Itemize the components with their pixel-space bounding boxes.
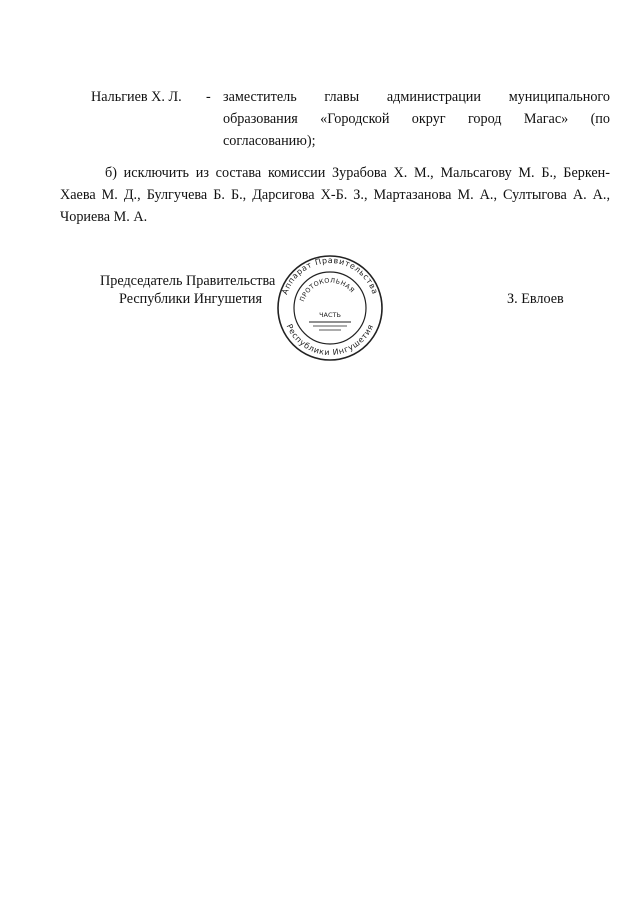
stamp-inner-arc-text: ПРОТОКОЛЬНАЯ	[298, 276, 357, 303]
stamp-outer-bottom-text: Республики Ингушетия	[284, 322, 376, 358]
member-dash: -	[206, 89, 211, 105]
commission-member-entry	[91, 86, 610, 152]
signatory-title-line1: Председатель Правительства	[100, 273, 276, 289]
member-role: заместитель главы администрации муниципального образования «Городской округ город Магас» (по согласованию);	[223, 89, 610, 149]
stamp-center-text: ЧАСТЬ	[319, 311, 341, 319]
signatory-name: З. Евлоев	[507, 291, 564, 307]
stamp-outer-top-text: Аппарат Правительства	[280, 255, 380, 296]
signature-block	[0, 255, 640, 358]
official-stamp	[275, 253, 385, 363]
signatory-title-line2: Республики Ингушетия	[119, 291, 263, 307]
exclude-members-paragraph: б) исключить из состава комиссии Зурабова Х. М., Мальсагову М. Б., Беркен-Хаева М. Д., Булгучева Б. Б., Дарсигова Х-Б. З., Мартазанова М. А., Султыгова А. А., Чориева М. А.	[60, 165, 610, 225]
member-name: Нальгиев Х. Л.	[91, 89, 182, 105]
